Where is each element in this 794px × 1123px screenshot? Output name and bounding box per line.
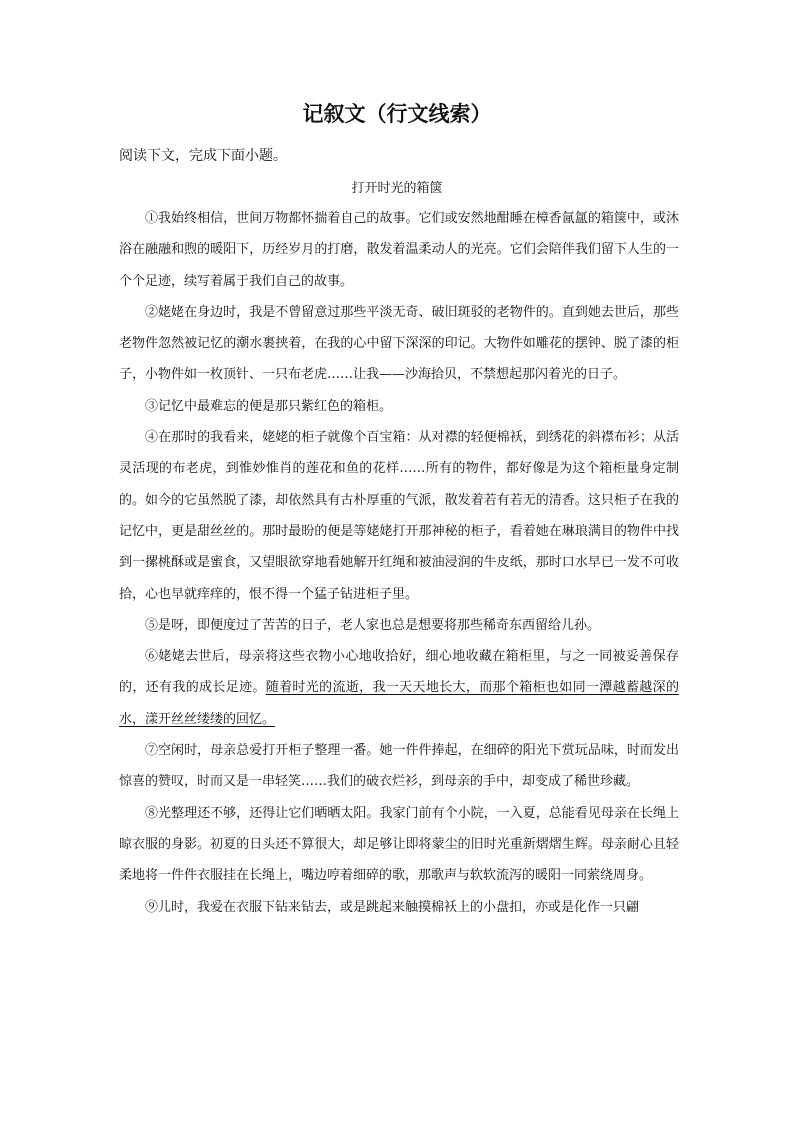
page-title: 记叙文（行文线索） — [302, 102, 492, 126]
paragraph-5: ⑤是呀，即便度过了苦苦的日子，老人家也总是想要将那些稀奇东西留给儿孙。 — [145, 617, 601, 633]
article-body — [119, 203, 679, 923]
paragraph-7: ⑦空闲时，母亲总爱打开柜子整理一番。她一件件捧起，在细碎的阳光下赏玩品味，时而发出惊喜的赞叹，时而又是一串轻笑……我们的破衣烂衫，到母亲的手中，却变成了稀世珍藏。 — [119, 743, 679, 790]
paragraph-6 — [119, 641, 679, 735]
paragraph-1: ①我始终相信，世间万物都怀揣着自己的故事。它们或安然地酣睡在樟香氤氲的箱箧中，或沐浴在融融和煦的暖阳下，历经岁月的打磨，散发着温柔动人的光亮。它们会陪伴我们留下人生的一个个足迹，续写着属于我们自己的故事。 — [119, 211, 679, 289]
paragraph-9: ⑨儿时，我爱在衣服下钻来钻去，或是跳起来触摸棉袄上的小盘扣，亦或是化作一只翩 — [145, 899, 640, 915]
paragraph-2: ②姥姥在身边时，我是不曾留意过那些平淡无奇、破旧斑驳的老物件的。直到她去世后，那些老物件忽然被记忆的潮水裹挟着，在我的心中留下深深的印记。大物件如雕花的摆钟、脱了漆的柜子，小物件如一枚顶针、一只布老虎……让我——沙海拾贝，不禁想起那闪着光的日子。 — [119, 304, 679, 383]
article-title: 打开时光的箱箧 — [351, 181, 443, 196]
underlined-sentence: 随着时光的流逝，我一天天地长大，而那个箱柜也如同一潭越蓄越深的水，漾开丝丝缕缕的回忆。 — [119, 680, 679, 727]
paragraph-3: ③记忆中最难忘的便是那只紫红色的箱柜。 — [145, 398, 393, 414]
paragraph-4: ④在那时的我看来，姥姥的柜子就像个百宝箱：从对襟的轻便棉袄，到绣花的斜襟布衫；从活灵活现的布老虎，到惟妙惟肖的莲花和鱼的花样……所有的物件，都好像是为这个箱柜量身定制的。如今的它虽然脱了漆，却依然具有古朴厚重的气派，散发着若有若无的清香。这只柜子在我的记忆中，更是甜丝丝的。那时最盼的便是等姥姥打开那神秘的柜子，看着她在琳琅满目的物件中找到一摞桃酥或是蜜食，又望眼欲穿地看她解开红绳和被油浸润的牛皮纸，那时口水早已一发不可收拾，心也早就痒痒的，恨不得一个猛子钻进柜子里。 — [119, 430, 679, 602]
paragraph-8: ⑧光整理还不够，还得让它们晒晒太阳。我家门前有个小院，一入夏，总能看见母亲在长绳上晾衣服的身影。初夏的日头还不算很大，却足够让即将蒙尘的旧时光重新熠熠生辉。母亲耐心且轻柔地将一件件衣服挂在长绳上，嘴边哼着细碎的歌，那歌声与软软流泻的暖阳一同萦绕周身。 — [119, 805, 679, 884]
instruction-text: 阅读下文，完成下面小题。 — [119, 148, 287, 164]
paragraph-6-start: ⑥姥姥去世后，母亲将这些衣物小心地收拾好，细心地收藏在箱柜里，与之一同被妥善保存的，还有我的成长足迹。 — [119, 649, 679, 696]
